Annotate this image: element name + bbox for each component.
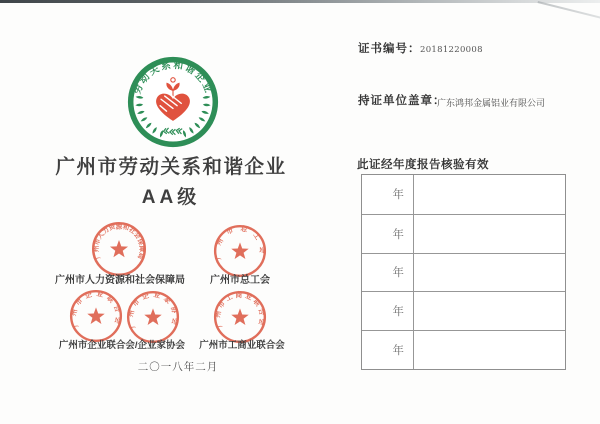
cert-number-value: 20181220008 [420, 45, 483, 55]
emblem-ring-text: 劳动关系和谐企业 [131, 59, 215, 96]
table-row [362, 330, 565, 369]
year-cell: 年 [362, 292, 414, 330]
issuer-label-industry-commerce: 广州市工商业联合会 [199, 340, 285, 351]
svg-text:广州市总工会: 广州市总工会 [214, 225, 266, 260]
verification-record-cell [414, 331, 565, 369]
table-row [362, 175, 565, 214]
svg-text:广州市企业家协会: 广州市企业家协会 [127, 291, 179, 330]
year-cell: 年 [362, 175, 414, 214]
year-cell: 年 [362, 331, 414, 369]
issue-date: 二〇一八年二月 [137, 361, 219, 373]
annual-verification-table [361, 174, 566, 370]
certificate-title: 广州市劳动关系和谐企业 [55, 156, 287, 178]
holder-company-name: 广东鸿邦金属铝业有限公司 [437, 99, 546, 109]
svg-text:广州市工商业联合会: 广州市工商业联合会 [214, 292, 266, 329]
issuer-label-human-resources: 广州市人力资源和社会保障局 [55, 275, 185, 286]
table-row [362, 291, 565, 330]
verification-note: 此证经年度报告核验有效 [357, 159, 489, 171]
issuer-label-enterprise-federation: 广州市企业联合会/企业家协会 [58, 340, 186, 351]
svg-text:广州市人力资源和社会保障局: 广州市人力资源和社会保障局 [93, 223, 145, 260]
table-row [362, 214, 565, 253]
issuer-label-trade-union: 广州市总工会 [210, 275, 270, 286]
certificate-grade: AA级 [141, 187, 201, 208]
verification-record-cell [414, 215, 565, 253]
year-cell: 年 [362, 254, 414, 292]
verification-record-cell [414, 175, 565, 214]
year-cell: 年 [362, 215, 414, 253]
verification-record-cell [414, 292, 565, 330]
cert-number-label: 证书编号： [358, 43, 421, 55]
svg-text:广州市企业联合会: 广州市企业联合会 [70, 290, 122, 329]
verification-record-cell [414, 254, 565, 292]
table-row [362, 253, 565, 292]
holder-seal-label: 持证单位盖章： [358, 95, 446, 107]
